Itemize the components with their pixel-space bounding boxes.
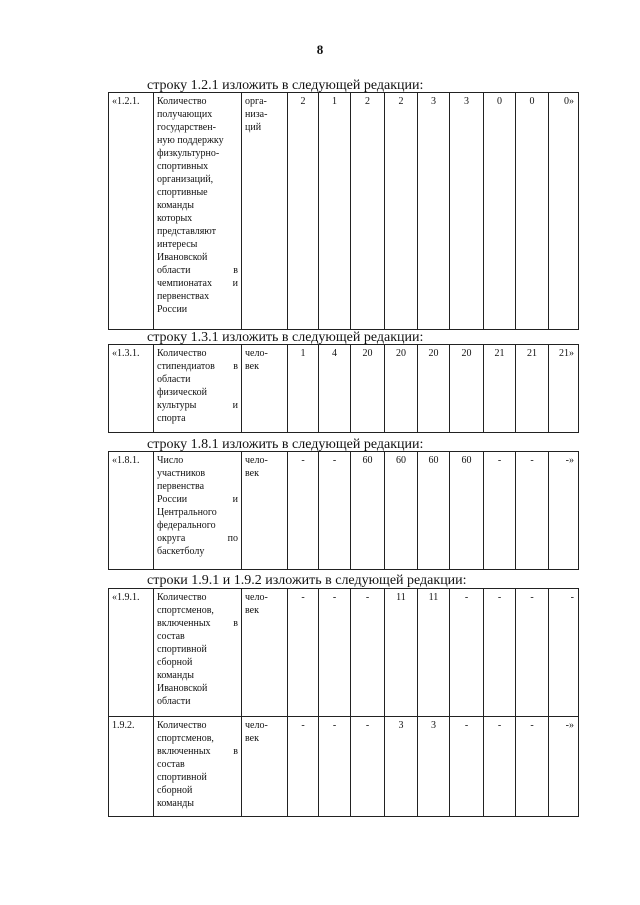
cell-line: ную поддержку [157,135,224,146]
value-cell: - [549,589,579,717]
cell-word: включенных [157,618,211,629]
cell-line: сборной [157,785,193,796]
cell-word: в [233,746,238,757]
cell-line: Ивановской [157,683,208,694]
cell-line: спортивной [157,644,207,655]
cell-line: Количество [157,720,207,731]
cell-line: интересы [157,239,198,250]
value-cell: 2 [351,93,385,330]
cell-line [157,277,238,290]
cell-word: стипендиатов [157,361,215,372]
cell-word: чемпионатах [157,278,212,289]
value-cell: 0 [516,93,549,330]
cell-line: Ивановской [157,252,208,263]
value-cell: 3 [418,717,450,817]
row-description [154,452,242,570]
cell-line: Количество [157,96,207,107]
value-cell: 4 [319,345,351,433]
cell-line: Число [157,455,184,466]
value-cell: 0 [484,93,516,330]
cell-line: орга- [245,96,267,107]
cell-line: спорта [157,413,186,424]
value-cell: - [484,589,516,717]
value-cell: 20 [385,345,418,433]
cell-line: первенствах [157,291,210,302]
cell-line: государствен- [157,122,216,133]
value-cell: -» [549,717,579,817]
value-cell: 3 [418,93,450,330]
row-unit [242,452,288,570]
cell-word: в [233,361,238,372]
value-cell: 21» [549,345,579,433]
cell-line [157,617,238,630]
value-cell: 1 [288,345,319,433]
value-cell: 0» [549,93,579,330]
row-table [108,588,579,817]
cell-line [157,399,238,412]
value-cell: - [319,452,351,570]
value-cell: 2 [385,93,418,330]
value-cell: 3 [385,717,418,817]
row-table [108,451,579,570]
cell-line: которых [157,213,193,224]
cell-line: первенства [157,481,205,492]
value-cell: 20 [450,345,484,433]
cell-line: век [245,733,259,744]
value-cell: - [516,452,549,570]
table-row [109,589,579,717]
value-cell: 21 [516,345,549,433]
value-cell: - [351,717,385,817]
cell-word: культуры [157,400,197,411]
cell-line: чело- [245,348,268,359]
row-unit [242,589,288,717]
table-row [109,452,579,570]
cell-line: спортсменов, [157,733,214,744]
cell-line: команды [157,670,195,681]
cell-line: чело- [245,455,268,466]
cell-line: спортивной [157,772,207,783]
value-cell: 20 [418,345,450,433]
value-cell: 60 [351,452,385,570]
cell-line: ций [245,122,262,133]
value-cell: 60 [385,452,418,570]
cell-line: век [245,468,259,479]
row-number: «1.2.1. [109,93,154,330]
table-row [109,345,579,433]
cell-line: России [157,304,188,315]
value-cell: - [516,589,549,717]
value-cell: - [351,589,385,717]
table-row [109,717,579,817]
cell-line: получающих [157,109,213,120]
cell-line: организаций, [157,174,214,185]
value-cell: - [319,717,351,817]
cell-line: Количество [157,592,207,603]
section-heading: строку 1.2.1 изложить в следующей редакции: [147,78,424,93]
cell-line: спортсменов, [157,605,214,616]
table-row [109,93,579,330]
cell-line: команды [157,200,195,211]
cell-line [157,264,238,277]
cell-word: по [227,533,238,544]
cell-line: спортивные [157,187,208,198]
cell-line [157,493,238,506]
cell-line: участников [157,468,206,479]
value-cell: 3 [450,93,484,330]
value-cell: 21 [484,345,516,433]
row-unit [242,345,288,433]
value-cell: - [484,717,516,817]
cell-word: в [233,618,238,629]
value-cell: - [484,452,516,570]
row-description [154,589,242,717]
cell-line [157,360,238,373]
row-description [154,345,242,433]
row-table [108,92,579,330]
cell-word: России [157,494,188,505]
value-cell: 2 [288,93,319,330]
value-cell: -» [549,452,579,570]
cell-line: состав [157,759,185,770]
cell-line: физкультурно- [157,148,220,159]
row-table [108,344,579,433]
cell-word: округа [157,533,186,544]
cell-line: баскетболу [157,546,205,557]
cell-line: федерального [157,520,216,531]
row-number: 1.9.2. [109,717,154,817]
cell-line: области [157,696,191,707]
cell-line: низа- [245,109,268,120]
cell-word: включенных [157,746,211,757]
row-number: «1.8.1. [109,452,154,570]
cell-line: век [245,605,259,616]
cell-line: чело- [245,720,268,731]
value-cell: - [450,717,484,817]
cell-word: области [157,265,191,276]
value-cell: 20 [351,345,385,433]
row-description [154,93,242,330]
cell-line: команды [157,798,195,809]
row-number: «1.3.1. [109,345,154,433]
cell-line: Количество [157,348,207,359]
cell-line: области [157,374,191,385]
value-cell: - [288,717,319,817]
value-cell: - [319,589,351,717]
cell-word: и [232,400,238,411]
row-description [154,717,242,817]
value-cell: - [516,717,549,817]
value-cell: - [288,589,319,717]
cell-line: состав [157,631,185,642]
cell-word: и [232,494,238,505]
cell-line: Центрального [157,507,217,518]
cell-line: спортивных [157,161,209,172]
value-cell: 1 [319,93,351,330]
cell-line: сборной [157,657,193,668]
cell-line: чело- [245,592,268,603]
value-cell: 60 [450,452,484,570]
value-cell: 11 [385,589,418,717]
page-number: 8 [316,42,324,57]
section-heading: строки 1.9.1 и 1.9.2 изложить в следующей редакции: [147,573,467,588]
cell-line [157,745,238,758]
cell-line: физической [157,387,207,398]
cell-line [157,532,238,545]
value-cell: - [450,589,484,717]
cell-word: и [232,278,238,289]
cell-line: век [245,361,259,372]
cell-line: представляют [157,226,217,237]
cell-word: в [233,265,238,276]
section-heading: строку 1.3.1 изложить в следующей редакции: [147,330,424,345]
value-cell: - [288,452,319,570]
row-unit [242,93,288,330]
section-heading: строку 1.8.1 изложить в следующей редакции: [147,437,424,452]
value-cell: 60 [418,452,450,570]
value-cell: 11 [418,589,450,717]
row-unit [242,717,288,817]
row-number: «1.9.1. [109,589,154,717]
